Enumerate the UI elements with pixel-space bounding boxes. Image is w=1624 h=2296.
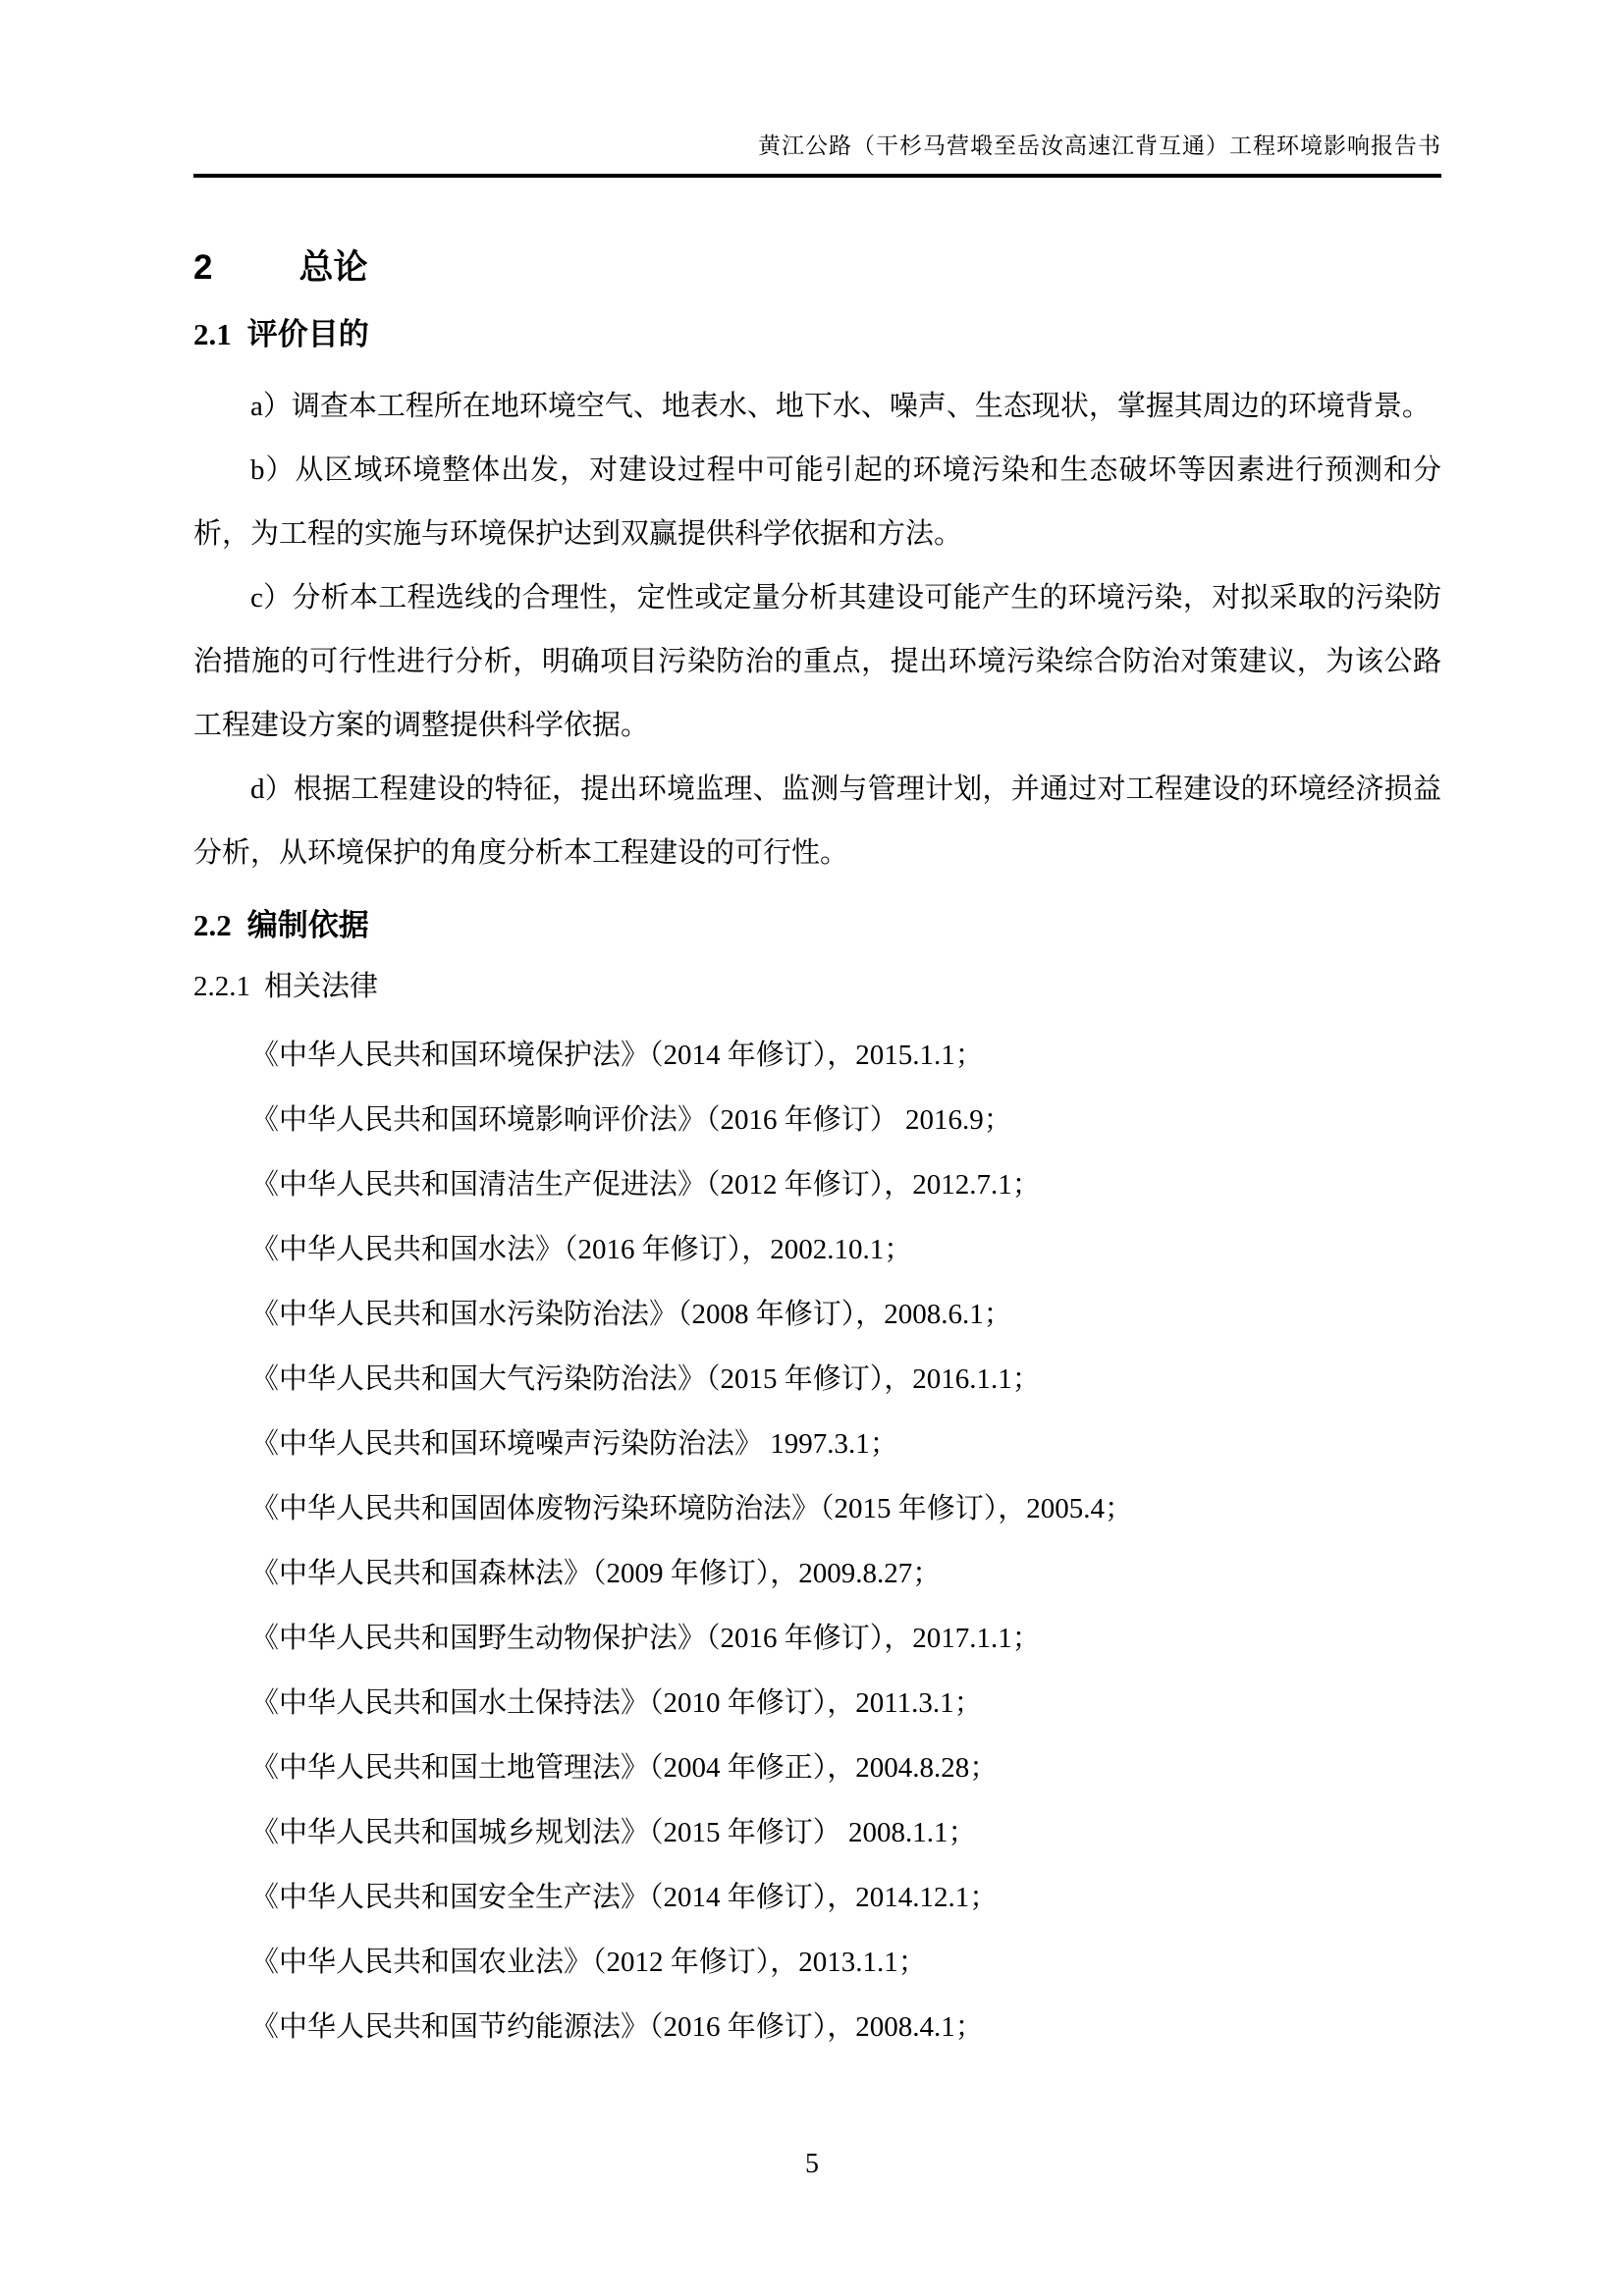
law-item: 《中华人民共和国野生动物保护法》（2016 年修订），2017.1.1； xyxy=(250,1623,1041,1654)
law-item: 《中华人民共和国清洁生产促进法》（2012 年修订），2012.7.1； xyxy=(250,1169,1041,1201)
law-item: 《中华人民共和国水法》（2016 年修订），2002.10.1； xyxy=(250,1234,913,1265)
section-2-1-title: 评价目的 xyxy=(246,317,369,351)
page-content xyxy=(193,247,1441,2059)
law-item: 《中华人民共和国环境影响评价法》（2016 年修订） 2016.9； xyxy=(250,1104,1012,1136)
law-item: 《中华人民共和国节约能源法》（2016 年修订），2008.4.1； xyxy=(250,2011,984,2043)
chapter-title: 总论 xyxy=(298,248,368,287)
law-item: 《中华人民共和国固体废物污染环境防治法》（2015 年修订），2005.4； xyxy=(250,1493,1134,1524)
section-2-1-heading xyxy=(193,316,1441,353)
law-item: 《中华人民共和国安全生产法》（2014 年修订），2014.12.1； xyxy=(250,1882,999,1913)
page-number: 5 xyxy=(805,2149,819,2179)
law-item: 《中华人民共和国水土保持法》（2010 年修订），2011.3.1； xyxy=(250,1687,983,1719)
paragraph-a: a）调查本工程所在地环境空气、地表水、地下水、噪声、生态现状，掌握其周边的环境背景。 xyxy=(250,391,1431,422)
law-list xyxy=(193,1023,1441,2059)
chapter-number: 2 xyxy=(193,248,213,287)
paragraph-b: b）从区域环境整体出发，对建设过程中可能引起的环境污染和生态破坏等因素进行预测和分析，为工程的实施与环境保护达到双赢提供科学依据和方法。 xyxy=(193,454,1441,550)
law-item: 《中华人民共和国大气污染防治法》（2015 年修订），2016.1.1； xyxy=(250,1363,1041,1395)
law-item: 《中华人民共和国环境噪声污染防治法》 1997.3.1； xyxy=(250,1428,898,1460)
law-item: 《中华人民共和国农业法》（2012 年修订），2013.1.1； xyxy=(250,1947,927,1978)
law-item: 《中华人民共和国城乡规划法》（2015 年修订） 2008.1.1； xyxy=(250,1817,977,1848)
paragraph-c: c）分析本工程选线的合理性，定性或定量分析其建设可能产生的环境污染，对拟采取的污染防治措施的可行性进行分析，明确项目污染防治的重点，提出环境污染综合防治对策建议，为该公路工程建设方案的调整提供科学依据。 xyxy=(193,582,1441,741)
running-header-title: 黄江公路（干杉马营塅至岳汝高速江背互通）工程环境影响报告书 xyxy=(758,133,1441,158)
header-rule xyxy=(193,174,1441,178)
law-item: 《中华人民共和国环境保护法》（2014 年修订），2015.1.1； xyxy=(250,1040,984,1071)
chapter-heading xyxy=(193,247,1441,289)
law-item: 《中华人民共和国土地管理法》（2004 年修正），2004.8.28； xyxy=(250,1752,999,1784)
section-2-2-1-number: 2.2.1 xyxy=(193,971,250,1002)
section-2-2-heading xyxy=(193,907,1441,944)
section-2-1-number: 2.1 xyxy=(193,317,232,351)
section-2-2-number: 2.2 xyxy=(193,908,232,942)
section-2-2-1-title: 相关法律 xyxy=(264,971,379,1002)
paragraph-d: d）根据工程建设的特征，提出环境监理、监测与管理计划，并通过对工程建设的环境经济损益分析，从环境保护的角度分析本工程建设的可行性。 xyxy=(193,774,1441,869)
section-2-2-title: 编制依据 xyxy=(246,908,369,942)
law-item: 《中华人民共和国森林法》（2009 年修订），2009.8.27； xyxy=(250,1558,942,1589)
section-2-2-1-heading xyxy=(193,968,1441,1005)
law-item: 《中华人民共和国水污染防治法》（2008 年修订），2008.6.1； xyxy=(250,1299,1012,1330)
